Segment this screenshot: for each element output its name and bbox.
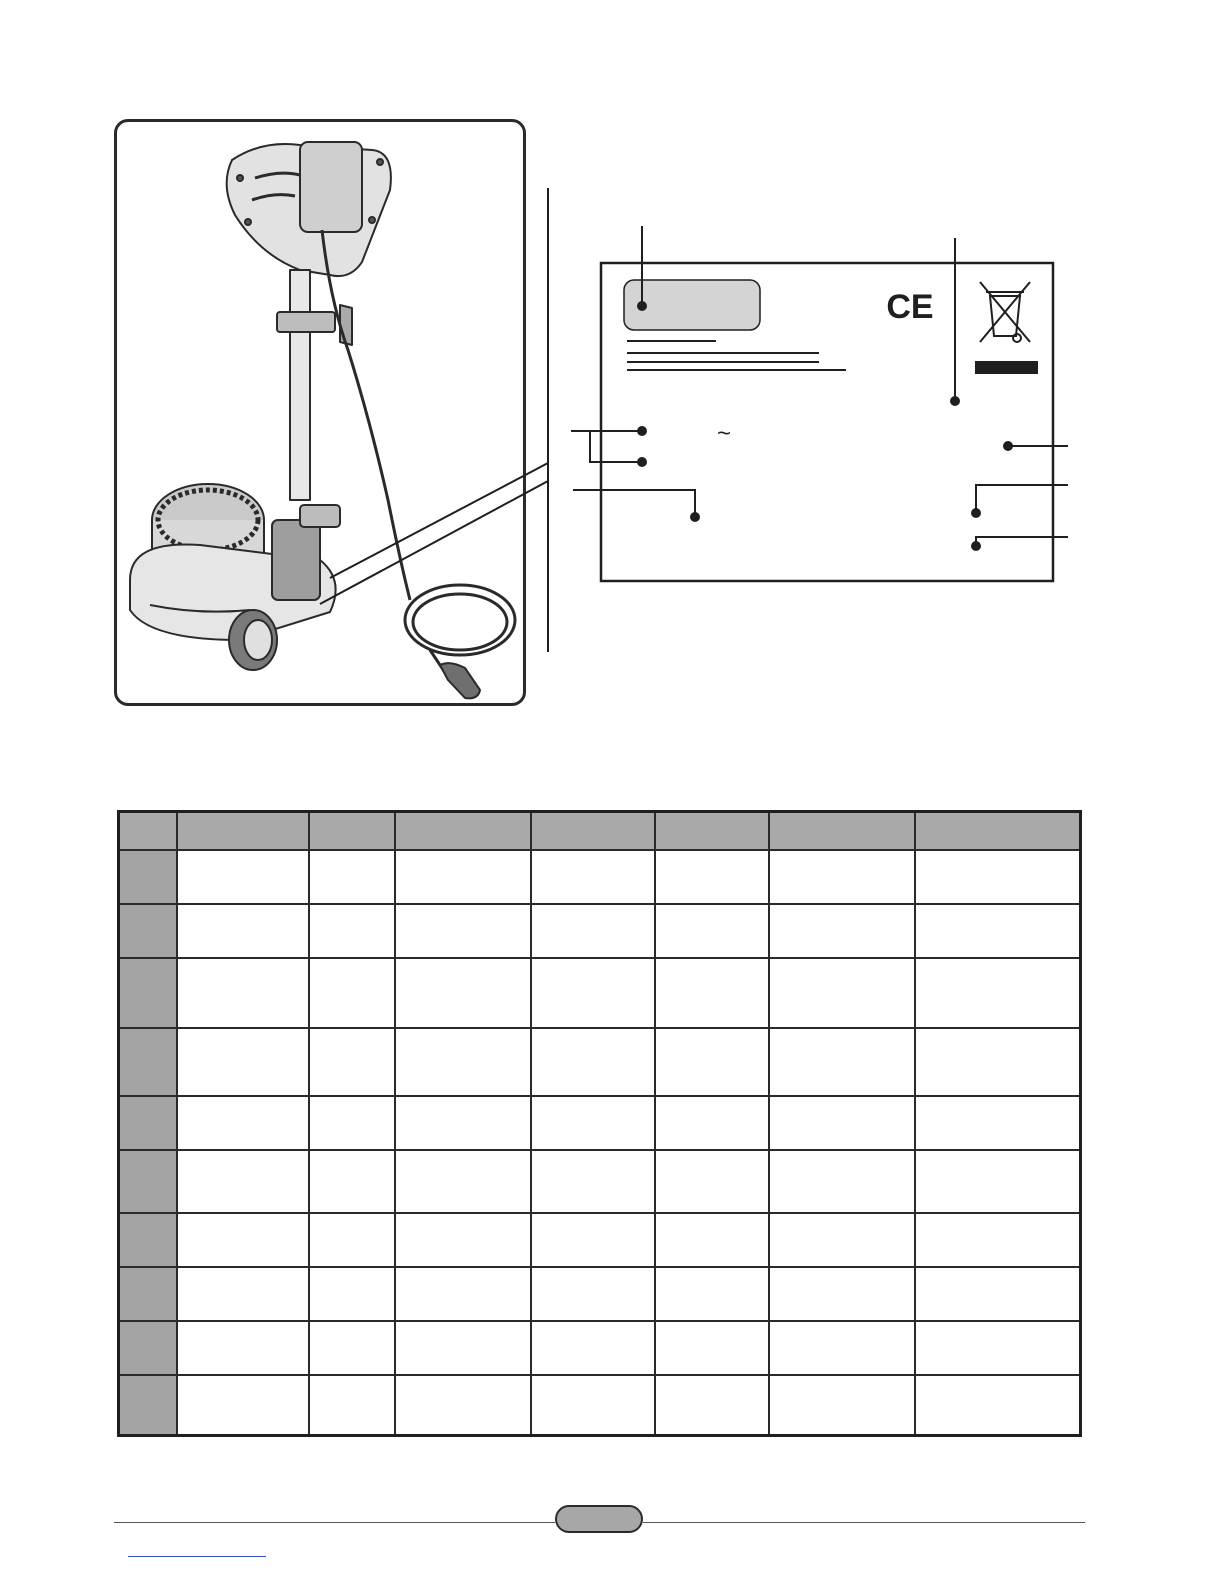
table-cell — [309, 1267, 395, 1321]
table-cell — [769, 1213, 915, 1267]
table-cell — [769, 1150, 915, 1213]
row-header-cell — [119, 1028, 177, 1095]
table-cell — [915, 1213, 1081, 1267]
table-row — [119, 904, 1081, 958]
table-cell — [915, 1096, 1081, 1150]
table-cell — [915, 1375, 1081, 1435]
table-row — [119, 1213, 1081, 1267]
table-cell — [395, 904, 531, 958]
table-row — [119, 1321, 1081, 1375]
page-number-pill — [555, 1505, 643, 1533]
table-cell — [177, 1267, 309, 1321]
table-cell — [309, 850, 395, 904]
table-cell — [309, 904, 395, 958]
table-cell — [395, 1150, 531, 1213]
rating-plate-diagram — [0, 0, 1225, 760]
table-cell — [395, 1267, 531, 1321]
table-cell — [531, 958, 655, 1028]
table-cell — [769, 1375, 915, 1435]
table-cell — [309, 1375, 395, 1435]
row-header-cell — [119, 1150, 177, 1213]
table-cell — [915, 1028, 1081, 1095]
table-cell — [915, 1150, 1081, 1213]
table-cell — [915, 1321, 1081, 1375]
table-cell — [655, 1267, 769, 1321]
table-cell — [769, 904, 915, 958]
table-cell — [769, 1321, 915, 1375]
ce-mark-icon — [886, 288, 933, 326]
table-cell — [655, 850, 769, 904]
table-cell — [915, 1267, 1081, 1321]
table-cell — [531, 1096, 655, 1150]
table-cell — [531, 1213, 655, 1267]
table-cell — [395, 1375, 531, 1435]
table-cell — [531, 1028, 655, 1095]
ac-symbol: ~ — [716, 420, 732, 447]
table-cell — [395, 1028, 531, 1095]
table-cell — [177, 1321, 309, 1375]
table-cell — [177, 958, 309, 1028]
table-cell — [655, 904, 769, 958]
table-cell — [177, 1150, 309, 1213]
bottom-link-underline[interactable] — [128, 1556, 266, 1557]
table-cell — [395, 850, 531, 904]
table-cell — [309, 1321, 395, 1375]
table-cell — [309, 958, 395, 1028]
header-cell — [531, 812, 655, 851]
footer-rule-right — [643, 1522, 1085, 1523]
row-header-cell — [119, 1375, 177, 1435]
floor-machine-illustration — [130, 142, 515, 698]
rating-plate — [571, 226, 1068, 581]
table-cell — [531, 1150, 655, 1213]
table-cell — [769, 1028, 915, 1095]
table-cell — [769, 958, 915, 1028]
row-header-cell — [119, 850, 177, 904]
header-cell — [177, 812, 309, 851]
table-cell — [309, 1096, 395, 1150]
table-cell — [177, 1028, 309, 1095]
table-cell — [395, 958, 531, 1028]
table-cell — [769, 850, 915, 904]
table-cell — [655, 1150, 769, 1213]
table-cell — [531, 904, 655, 958]
table-cell — [655, 1028, 769, 1095]
header-cell — [309, 812, 395, 851]
table-cell — [395, 1096, 531, 1150]
row-header-cell — [119, 1321, 177, 1375]
header-cell — [769, 812, 915, 851]
table-cell — [915, 904, 1081, 958]
table-cell — [769, 1096, 915, 1150]
header-cell — [655, 812, 769, 851]
header-cell — [119, 812, 177, 851]
table-cell — [177, 1213, 309, 1267]
table-row — [119, 958, 1081, 1028]
table-cell — [177, 904, 309, 958]
table-cell — [655, 958, 769, 1028]
footer-rule-left — [114, 1522, 555, 1523]
table-row — [119, 1267, 1081, 1321]
row-header-cell — [119, 1096, 177, 1150]
spec-table — [117, 810, 1082, 1437]
row-header-cell — [119, 1267, 177, 1321]
table-header-row — [119, 812, 1081, 851]
table-cell — [915, 958, 1081, 1028]
row-header-cell — [119, 958, 177, 1028]
table-cell — [655, 1375, 769, 1435]
table-cell — [531, 850, 655, 904]
table-row — [119, 1375, 1081, 1435]
table-cell — [309, 1150, 395, 1213]
table-cell — [655, 1213, 769, 1267]
table-row — [119, 1150, 1081, 1213]
table-cell — [769, 1267, 915, 1321]
ce-mark-text: CE — [886, 288, 934, 326]
table-row — [119, 1028, 1081, 1095]
table-cell — [531, 1375, 655, 1435]
table-cell — [915, 850, 1081, 904]
table-cell — [395, 1321, 531, 1375]
table-cell — [531, 1321, 655, 1375]
table-row — [119, 1096, 1081, 1150]
table-cell — [531, 1267, 655, 1321]
row-header-cell — [119, 1213, 177, 1267]
table-cell — [655, 1096, 769, 1150]
table-cell — [309, 1213, 395, 1267]
table-cell — [177, 1375, 309, 1435]
header-cell — [395, 812, 531, 851]
header-cell — [915, 812, 1081, 851]
row-header-cell — [119, 904, 177, 958]
table-cell — [655, 1321, 769, 1375]
table-cell — [177, 850, 309, 904]
table-row — [119, 850, 1081, 904]
table-cell — [177, 1096, 309, 1150]
table-cell — [309, 1028, 395, 1095]
table-cell — [395, 1213, 531, 1267]
